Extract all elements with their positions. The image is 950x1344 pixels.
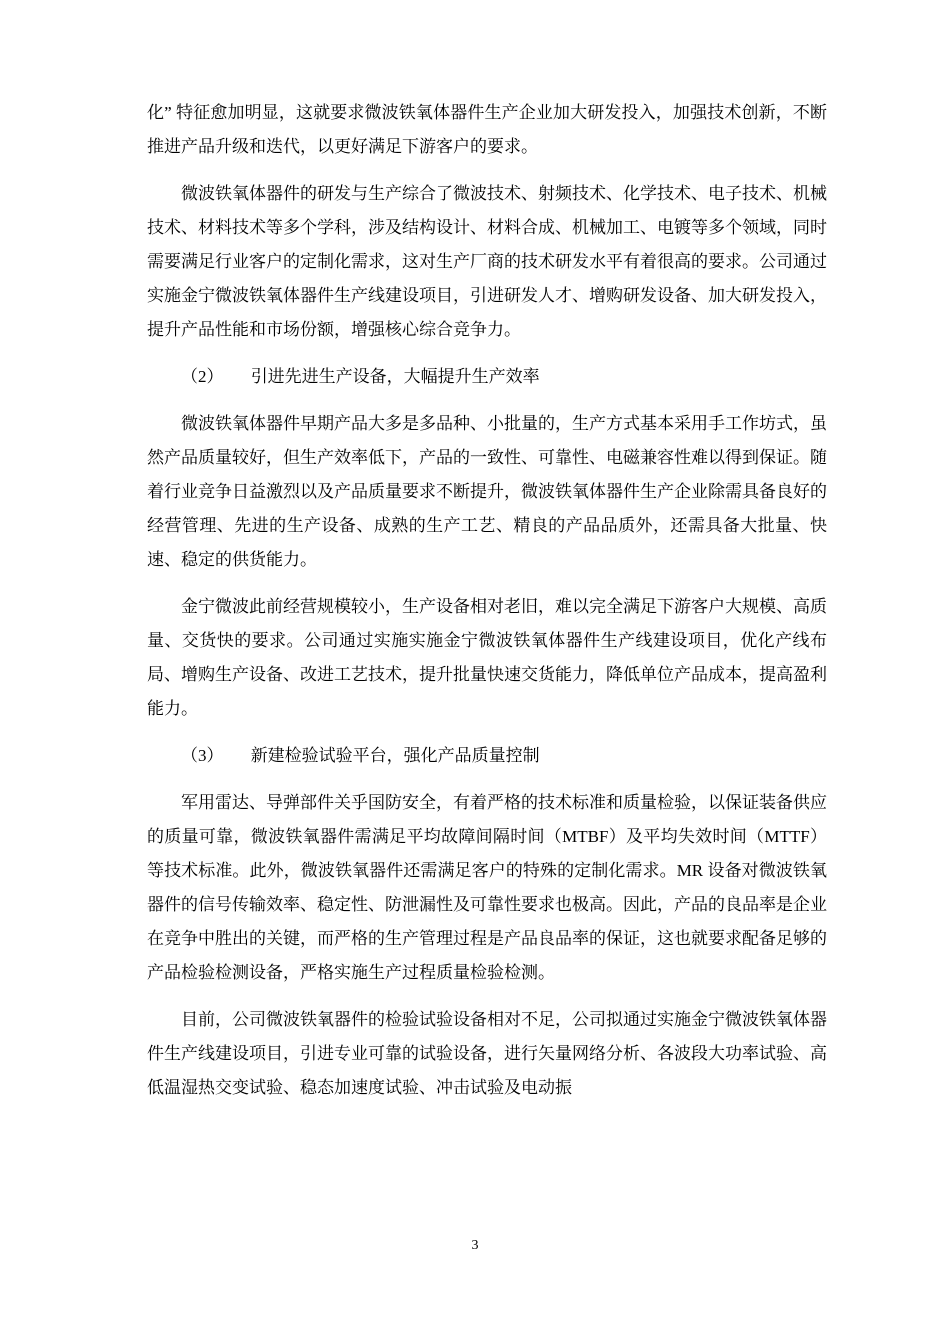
heading-title: 新建检验试验平台，强化产品质量控制 [250,746,540,765]
heading-title: 引进先进生产设备，大幅提升生产效率 [250,367,540,386]
page-number: 3 [471,1238,479,1253]
document-content [147,96,827,1118]
paragraph: 目前，公司微波铁氧器件的检验试验设备相对不足，公司拟通过实施金宁微波铁氧体器件生产线建设项目，引进专业可靠的试验设备，进行矢量网络分析、各波段大功率试验、高低温湿热交变试验、稳态加速度试验、冲击试验及电动振 [147,1010,827,1097]
paragraph: 微波铁氧体器件早期产品大多是多品种、小批量的，生产方式基本采用手工作坊式，虽然产品质量较好，但生产效率低下，产品的一致性、可靠性、电磁兼容性难以得到保证。随着行业竞争日益激烈以及产品质量要求不断提升，微波铁氧体器件生产企业除需具备良好的经营管理、先进的生产设备、成熟的生产工艺、精良的产品品质外，还需具备大批量、快速、稳定的供货能力。 [147,414,827,569]
paragraph: 军用雷达、导弹部件关乎国防安全，有着严格的技术标准和质量检验，以保证装备供应的质量可靠，微波铁氧器件需满足平均故障间隔时间（MTBF）及平均失效时间（MTTF）等技术标准。此外，微波铁氧器件还需满足客户的特殊的定制化需求。MR 设备对微波铁氧器件的信号传输效率、稳定性、防泄漏性及可靠性要求也极高。因此，产品的良品率是企业在竞争中胜出的关键，而严格的生产管理过程是产品良品率的保证，这也就要求配备足够的产品检验检测设备，严格实施生产过程质量检验检测。 [147,793,827,982]
page-footer [0,1236,950,1256]
paragraph: 化” 特征愈加明显，这就要求微波铁氧体器件生产企业加大研发投入，加强技术创新，不断推进产品升级和迭代，以更好满足下游客户的要求。 [147,103,827,156]
section-heading [147,360,827,394]
paragraph: 金宁微波此前经营规模较小，生产设备相对老旧，难以完全满足下游客户大规模、高质量、交货快的要求。公司通过实施实施金宁微波铁氧体器件生产线建设项目，优化产线布局、增购生产设备、改进工艺技术，提升批量快速交货能力，降低单位产品成本，提高盈利能力。 [147,597,827,718]
heading-number: （3） [181,746,224,765]
section-heading [147,739,827,773]
heading-number: （2） [181,367,224,386]
paragraph: 微波铁氧体器件的研发与生产综合了微波技术、射频技术、化学技术、电子技术、机械技术、材料技术等多个学科，涉及结构设计、材料合成、机械加工、电镀等多个领域，同时需要满足行业客户的定制化需求，这对生产厂商的技术研发水平有着很高的要求。公司通过实施金宁微波铁氧体器件生产线建设项目，引进研发人才、增购研发设备、加大研发投入，提升产品性能和市场份额，增强核心综合竞争力。 [147,184,827,339]
